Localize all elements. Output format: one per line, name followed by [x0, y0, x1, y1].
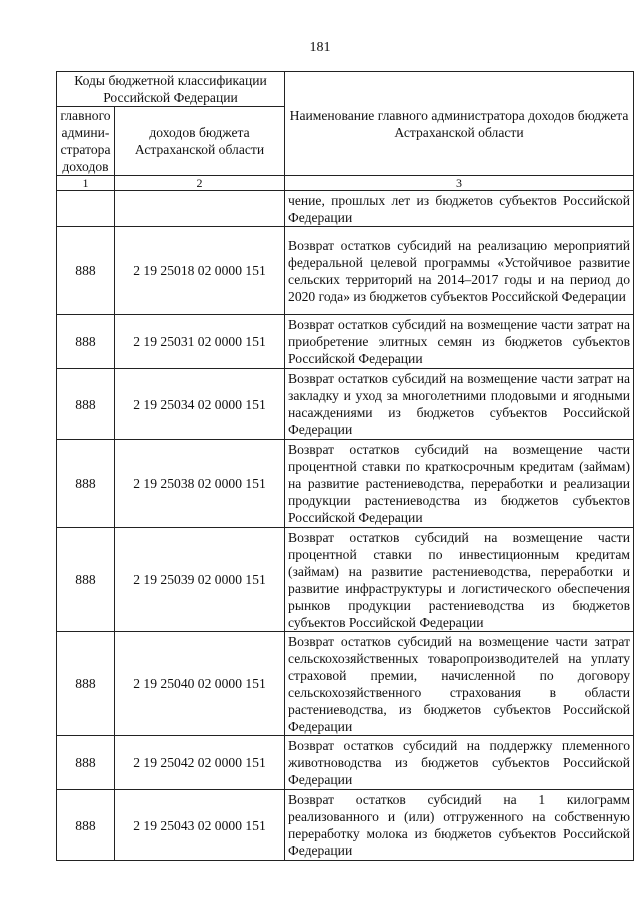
admin-code-cell: 888 [57, 528, 115, 632]
revenue-name-cell: Возврат остатков субсидий на возмещение части затрат на приобретение элитных семян из бюджетов субъектов Российской Федерации [285, 315, 634, 369]
revenue-code-cell: 2 19 25042 02 0000 151 [115, 736, 285, 790]
admin-code-cell: 888 [57, 227, 115, 315]
revenue-code-cell: 2 19 25039 02 0000 151 [115, 528, 285, 632]
revenue-code-cell: 2 19 25040 02 0000 151 [115, 632, 285, 736]
revenue-code-cell: 2 19 25018 02 0000 151 [115, 227, 285, 315]
table-row [57, 369, 634, 440]
budget-classification-table [56, 71, 634, 861]
header-col-admin: главного админи-стратора доходов [57, 107, 115, 176]
table-row [57, 736, 634, 790]
revenue-name-cell: Возврат остатков субсидий на поддержку племенного животноводства из бюджетов субъектов Российской Федерации [285, 736, 634, 790]
revenue-code-cell [115, 191, 285, 227]
table-row [57, 528, 634, 632]
admin-code-cell: 888 [57, 440, 115, 528]
revenue-name-cell: Возврат остатков субсидий на возмещение части затрат сельскохозяйственных товаропроизводителей на уплату страховой премии, начисленной по договору сельскохозяйственного страхования в области растениеводства, из бюджетов субъектов Российской Федерации [285, 632, 634, 736]
revenue-name-cell: Возврат остатков субсидий на возмещение части затрат на закладку и уход за многолетними плодовыми и ягодными насаждениями из бюджетов субъектов Российской Федерации [285, 369, 634, 440]
table-row [57, 315, 634, 369]
revenue-name-cell: Возврат остатков субсидий на 1 килограмм реализованного и (или) отгруженного на собственную переработку молока из бюджетов субъектов Российской Федерации [285, 790, 634, 861]
revenue-name-cell: Возврат остатков субсидий на возмещение части процентной ставки по инвестиционным кредитам (займам) на развитие растениеводства, переработки и развитие инфраструктуры и логистического обеспечения рынков продукции растениеводства из бюджетов субъектов Российской Федерации [285, 528, 634, 632]
table-row [57, 227, 634, 315]
table-row [57, 790, 634, 861]
header-col-code: доходов бюджета Астраханской области [115, 107, 285, 176]
revenue-name-cell: чение, прошлых лет из бюджетов субъектов Российской Федерации [285, 191, 634, 227]
admin-code-cell: 888 [57, 790, 115, 861]
table-row [57, 632, 634, 736]
admin-code-cell: 888 [57, 736, 115, 790]
revenue-name-cell: Возврат остатков субсидий на реализацию мероприятий федеральной целевой программы «Устойчивое развитие сельских территорий на 2014–2017 годы и на период до 2020 года» из бюджетов субъектов Российской Федерации [285, 227, 634, 315]
revenue-code-cell: 2 19 25031 02 0000 151 [115, 315, 285, 369]
table-row [57, 191, 634, 227]
page-number: 181 [309, 40, 331, 55]
header-row-numbers [57, 176, 634, 191]
header-num-1: 1 [57, 176, 115, 191]
table-row [57, 440, 634, 528]
admin-code-cell [57, 191, 115, 227]
header-row-group [57, 72, 634, 107]
admin-code-cell: 888 [57, 369, 115, 440]
revenue-code-cell: 2 19 25034 02 0000 151 [115, 369, 285, 440]
revenue-code-cell: 2 19 25043 02 0000 151 [115, 790, 285, 861]
revenue-code-cell: 2 19 25038 02 0000 151 [115, 440, 285, 528]
header-col-name: Наименование главного администратора доходов бюджета Астраханской области [285, 72, 634, 176]
header-group-title: Коды бюджетной классификации Российской Федерации [57, 72, 285, 107]
header-num-2: 2 [115, 176, 285, 191]
admin-code-cell: 888 [57, 632, 115, 736]
admin-code-cell: 888 [57, 315, 115, 369]
header-num-3: 3 [285, 176, 634, 191]
revenue-name-cell: Возврат остатков субсидий на возмещение части процентной ставки по краткосрочным кредитам (займам) на развитие растениеводства, переработки и реализации продукции растениеводства из бюджетов субъектов Российской Федерации [285, 440, 634, 528]
